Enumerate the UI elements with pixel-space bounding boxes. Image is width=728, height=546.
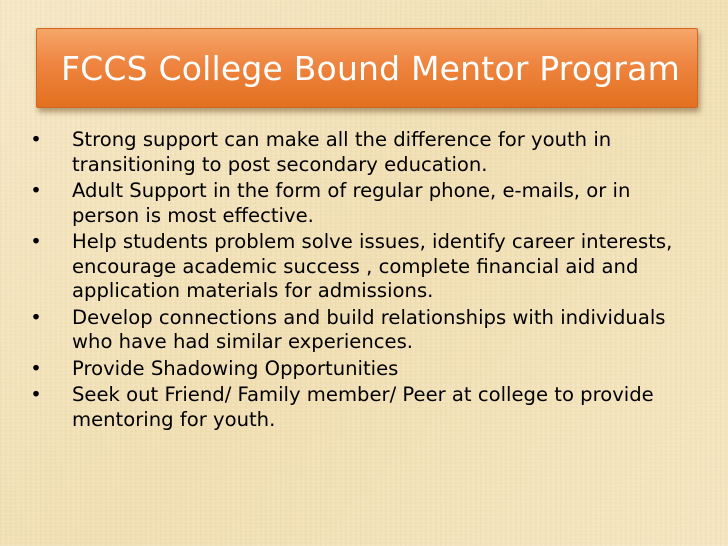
bullet-list [28,128,696,434]
bullet-icon: • [30,230,42,253]
bullet-text: Develop connections and build relationships with individuals who have had similar experiences. [72,305,666,353]
bullet-icon: • [30,179,42,202]
bullet-icon: • [30,383,42,406]
bullet-item [28,383,696,432]
bullet-icon: • [30,128,42,151]
bullet-text: Adult Support in the form of regular phone, e-mails, or in person is most effective. [72,179,631,227]
bullet-item [28,230,696,304]
bullet-item [28,306,696,355]
bullet-text: Help students problem solve issues, identify career interests, encourage academic success , complete financial aid and application materials for admissions. [72,230,673,302]
bullet-item [28,179,696,228]
bullet-icon: • [30,356,42,380]
bullet-text: Strong support can make all the difference for youth in transitioning to post secondary education. [72,128,612,176]
bullet-text: Provide Shadowing Opportunities [72,356,399,380]
bullet-icon: • [30,305,42,329]
bullet-item [28,128,696,177]
title-bar [36,28,698,108]
slide-title: FCCS College Bound Mentor Program [61,48,680,88]
bullet-text: Seek out Friend/ Family member/ Peer at college to provide mentoring for youth. [72,383,654,431]
bullet-item [28,357,696,382]
